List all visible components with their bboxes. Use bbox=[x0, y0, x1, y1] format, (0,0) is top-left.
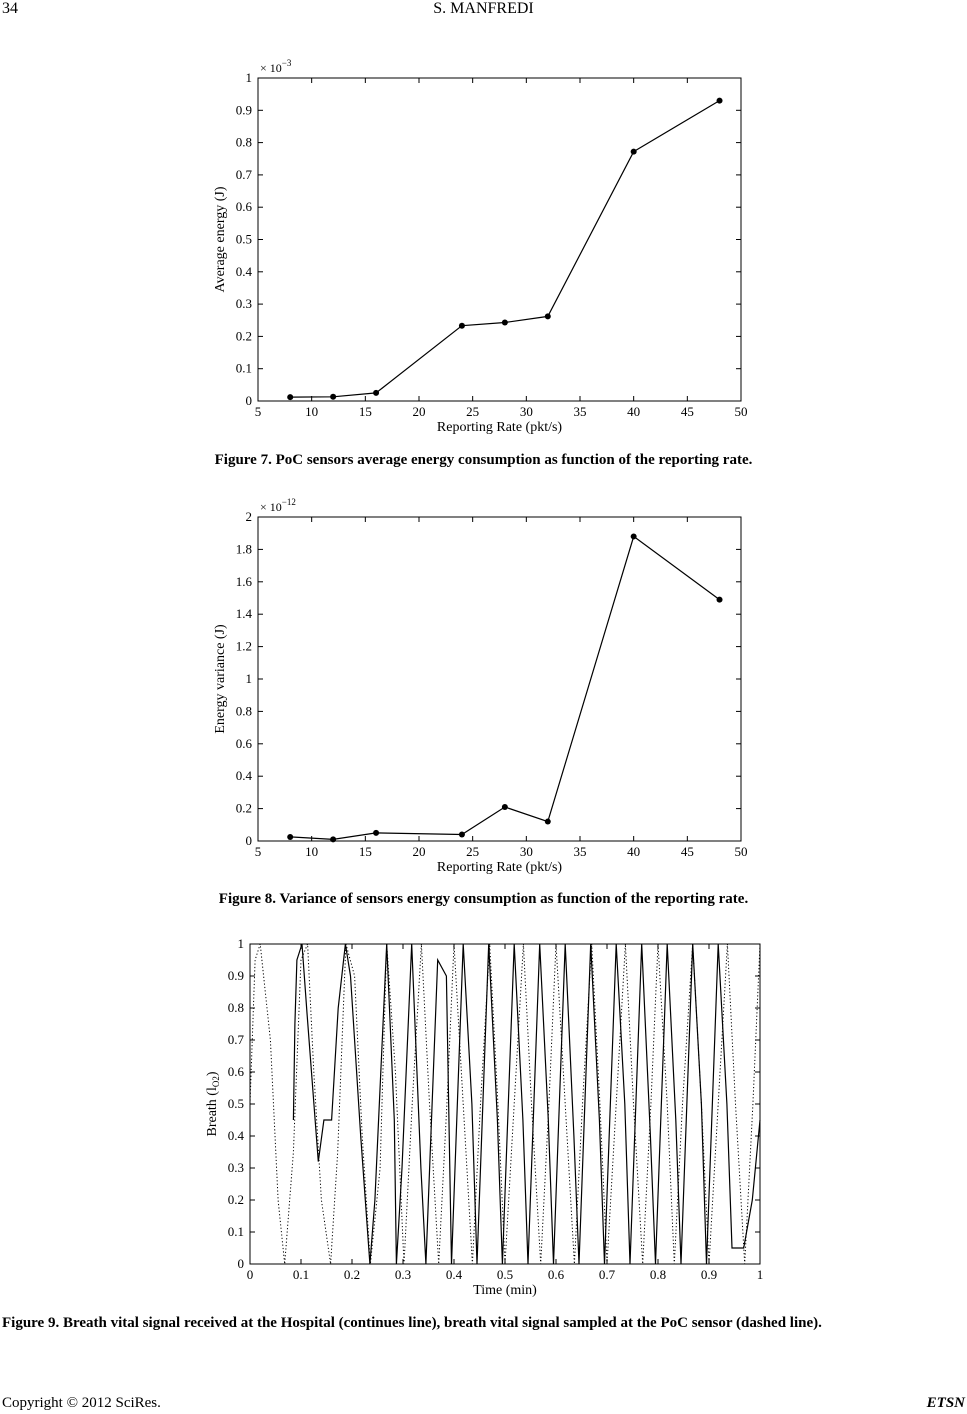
y-tick-label: 0.5 bbox=[235, 231, 252, 247]
y-tick-label: 1 bbox=[237, 936, 244, 951]
y-tick-label: 1.2 bbox=[235, 638, 252, 654]
data-point bbox=[717, 597, 723, 603]
x-tick-label: 1 bbox=[756, 1267, 764, 1282]
page-number: 34 bbox=[2, 0, 18, 17]
data-point bbox=[631, 149, 637, 155]
x-axis-label: Reporting Rate (pkt/s) bbox=[436, 860, 563, 875]
data-point bbox=[459, 832, 465, 838]
y-axis-label: Energy variance (J) bbox=[213, 624, 228, 734]
x-tick-label: 35 bbox=[573, 844, 587, 859]
y-tick-label: 0 bbox=[237, 1256, 244, 1271]
axis-exponent-power: −3 bbox=[281, 58, 292, 68]
y-axis-label: Average energy (J) bbox=[213, 186, 228, 293]
x-tick-label: 0.3 bbox=[394, 1267, 412, 1282]
y-axis-label-close: ) bbox=[205, 1071, 220, 1077]
x-tick-label: 10 bbox=[305, 404, 319, 419]
x-tick-label: 0.5 bbox=[496, 1267, 514, 1282]
y-tick-label: 2 bbox=[245, 509, 252, 524]
x-tick-label: 15 bbox=[358, 404, 372, 419]
y-tick-label: 0 bbox=[245, 833, 252, 848]
series-line bbox=[290, 536, 719, 839]
y-tick-label: 0.9 bbox=[235, 102, 252, 118]
series-line-dotted bbox=[250, 944, 760, 1264]
x-axis-label: Time (min) bbox=[473, 1283, 537, 1298]
y-tick-label: 0.6 bbox=[235, 199, 252, 215]
plot-frame bbox=[258, 517, 741, 841]
x-tick-label: 0.6 bbox=[547, 1267, 565, 1282]
x-tick-label: 0.4 bbox=[445, 1267, 463, 1282]
y-tick-label: 0.2 bbox=[227, 1192, 244, 1207]
y-tick-label: 0.6 bbox=[227, 1064, 244, 1079]
data-point bbox=[459, 323, 465, 329]
y-tick-label: 1.6 bbox=[235, 573, 252, 589]
footer-copyright: Copyright © 2012 SciRes. bbox=[2, 1395, 161, 1411]
y-tick-label: 0.3 bbox=[235, 296, 252, 312]
y-tick-label: 0.7 bbox=[227, 1032, 244, 1047]
y-tick-label: 1 bbox=[245, 671, 252, 686]
data-point bbox=[545, 819, 551, 825]
y-tick-label: 0.4 bbox=[227, 1128, 244, 1143]
figure-8-caption: Figure 8. Variance of sensors energy consumption as function of the reporting rate. bbox=[218, 891, 749, 907]
y-tick-label: 0.6 bbox=[235, 735, 252, 751]
y-tick-label: 0.8 bbox=[227, 1000, 244, 1015]
y-tick-label: 0.7 bbox=[235, 166, 252, 182]
y-axis-label: Breath $(l_{O2})$ bbox=[205, 1071, 221, 1137]
x-tick-label: 5 bbox=[254, 844, 262, 859]
x-tick-label: 45 bbox=[680, 844, 694, 859]
data-point bbox=[502, 804, 508, 810]
y-axis-label-subscript: O2 bbox=[211, 1076, 221, 1088]
series-line bbox=[290, 101, 719, 398]
x-tick-label: 15 bbox=[358, 844, 372, 859]
y-tick-label: 0.2 bbox=[235, 800, 252, 816]
y-tick-label: 0.5 bbox=[227, 1096, 244, 1111]
data-point bbox=[330, 394, 336, 400]
x-tick-label: 25 bbox=[466, 404, 480, 419]
y-tick-label: 0.4 bbox=[235, 263, 252, 279]
data-point bbox=[330, 836, 336, 842]
data-point bbox=[287, 394, 293, 400]
x-tick-label: 30 bbox=[519, 844, 533, 859]
x-tick-label: 10 bbox=[305, 844, 319, 859]
y-tick-label: 0.9 bbox=[227, 968, 244, 983]
axis-exponent: × $10^{-3}$ bbox=[260, 58, 292, 75]
y-tick-label: 0.4 bbox=[235, 768, 252, 784]
y-tick-label: 0 bbox=[245, 393, 252, 408]
data-point bbox=[373, 390, 379, 396]
x-tick-label: 0.1 bbox=[292, 1267, 310, 1282]
y-tick-label: 1.8 bbox=[235, 541, 252, 557]
x-tick-label: 0 bbox=[246, 1267, 254, 1282]
figure-9-caption: Figure 9. Breath vital signal received at the Hospital (continues line), breath vital signal sampled at the PoC sensor (dashed line). bbox=[2, 1315, 822, 1331]
axis-exponent: × $10^{-12}$ bbox=[260, 497, 296, 514]
data-point bbox=[287, 834, 293, 840]
x-tick-label: 25 bbox=[466, 844, 480, 859]
data-point bbox=[717, 98, 723, 104]
x-tick-label: 0.8 bbox=[649, 1267, 667, 1282]
x-tick-label: 40 bbox=[627, 404, 641, 419]
y-tick-label: 0.8 bbox=[235, 703, 252, 719]
x-tick-label: 0.2 bbox=[343, 1267, 361, 1282]
y-tick-label: 0.8 bbox=[235, 134, 252, 150]
running-head-author: S. MANFREDI bbox=[433, 0, 534, 17]
axis-exponent-power: −12 bbox=[281, 497, 296, 507]
plot-frame bbox=[250, 944, 760, 1264]
x-tick-label: 30 bbox=[519, 404, 533, 419]
data-point bbox=[373, 830, 379, 836]
figure-8-chart bbox=[0, 495, 967, 935]
figure-9-chart bbox=[0, 930, 967, 1300]
x-tick-label: 5 bbox=[254, 404, 262, 419]
plot-frame bbox=[258, 78, 741, 401]
x-tick-label: 45 bbox=[680, 404, 694, 419]
data-point bbox=[502, 320, 508, 326]
x-axis-label: Reporting Rate (pkt/s) bbox=[436, 420, 563, 435]
x-tick-label: 20 bbox=[412, 844, 426, 859]
y-tick-label: 0.1 bbox=[235, 360, 252, 376]
x-tick-label: 40 bbox=[627, 844, 641, 859]
y-tick-label: 1 bbox=[245, 70, 252, 85]
data-point bbox=[631, 533, 637, 539]
y-tick-label: 0.2 bbox=[235, 328, 252, 344]
footer-journal: ETSN bbox=[926, 1395, 965, 1411]
x-tick-label: 50 bbox=[734, 404, 748, 419]
data-point bbox=[545, 313, 551, 319]
figure-7-caption: Figure 7. PoC sensors average energy consumption as function of the reporting rate. bbox=[214, 452, 753, 468]
x-tick-label: 0.7 bbox=[598, 1267, 616, 1282]
x-tick-label: 35 bbox=[573, 404, 587, 419]
figure-7-chart bbox=[0, 50, 967, 490]
y-tick-label: 1.4 bbox=[235, 606, 252, 622]
y-tick-label: 0.3 bbox=[227, 1160, 244, 1175]
x-tick-label: 20 bbox=[412, 404, 426, 419]
x-tick-label: 50 bbox=[734, 844, 748, 859]
x-tick-label: 0.9 bbox=[700, 1267, 718, 1282]
y-tick-label: 0.1 bbox=[227, 1224, 244, 1239]
